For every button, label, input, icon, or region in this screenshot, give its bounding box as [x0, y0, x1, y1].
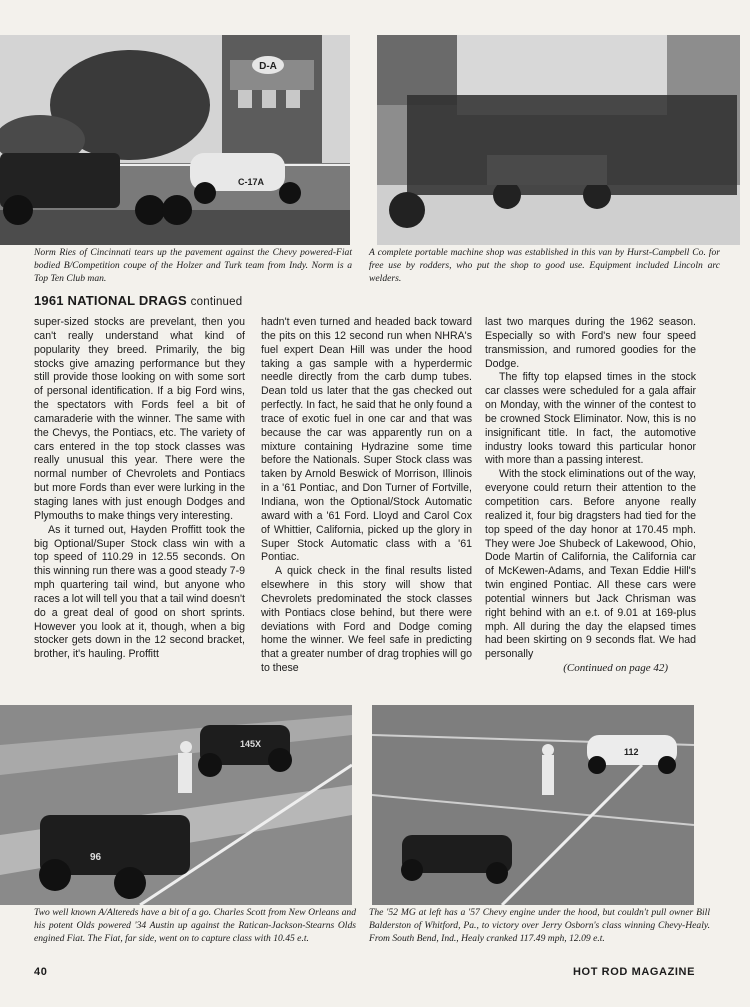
caption-top-left: Norm Ries of Cincinnati tears up the pavement against the Chevy powered-Fiat bodied B/Competition coupe of the Holzer and Turk team from Indy. Norm is a Top Ten Club man. [34, 247, 352, 284]
photo-machine-shop-van [377, 35, 740, 245]
photo-altereds-race [0, 705, 352, 905]
col3-paragraph-1: last two marques during the 1962 season. Especially so with Ford's new four speed transmission, and rumored goodies for the Dodge. [485, 316, 696, 370]
article-continued-label: continued [190, 296, 243, 308]
caption-bottom-right: The '52 MG at left has a '57 Chevy engine under the hood, but couldn't pull owner Bill Balderston of Whitford, Pa., to victory over Jerry Osborn's class winning Chevy-Healy. From South Bend, Ind., Healy cranked 117.49 mph, 12.09 e.t. [369, 907, 710, 944]
car-number-text-4: 112 [624, 747, 639, 757]
photo-tower-cars [0, 35, 350, 245]
photo-altereds-race-image [0, 705, 352, 905]
photo-tower-cars-image [0, 35, 350, 245]
photo-mg-vs-healy [372, 705, 694, 905]
page-number: 40 [34, 966, 48, 978]
col2-paragraph-1: hadn't even turned and headed back toward the pits on this 12 second run when NHRA's fuel expert Dean Hill was under the hood taking a gas sample with a hyperdermic needle directly from the carb dump tubes. Dean told us later that the gas checked out perfectly. In fact, he said that he only found a trace of exotic fuel in one car and that was because the car was apparently run on a mixture containing Hydrazine some time before the Nationals. Super Stock class was taken by Arnold Beswick of Morrison, Illinois in a '61 Pontiac, and Don Turner of Fortville, Indiana, won the Optional/Stock Automatic award with a '61 Ford. Lloyd and Carol Cox of Whittier, California, picked up the glory in Super Stock Automatic class with a '61 Pontiac. [261, 316, 472, 564]
magazine-name: HOT ROD MAGAZINE [573, 966, 696, 978]
article-column-2 [261, 316, 472, 676]
article-title-text: 1961 NATIONAL DRAGS [34, 293, 187, 308]
article-column-3 [485, 316, 696, 676]
caption-bottom-left: Two well known A/Altereds have a bit of a go. Charles Scott from New Orleans and his potent Olds powered '34 Austin up against the Ratican-Jackson-Stearns Olds engined Fiat. The Fiat, far side, went on to capture class with 10.45 e.t. [34, 907, 356, 944]
photo-mg-vs-healy-image [372, 705, 694, 905]
caption-top-right: A complete portable machine shop was established in this van by Hurst-Campbell Co. for free use by rodders, who put the shop to good use. Equipment included Lincoln arc welders. [369, 247, 720, 284]
col3-paragraph-3: With the stock eliminations out of the way, everyone could return their attention to the competition cars. Before anyone really realized it, four big dragsters had tied for the top speed of the day honor at 170.45 mph. They were Joe Shubeck of Lakewood, Ohio, Dode Martin of California, the California car of McKewen-Adams, and Texan Eddie Hill's twin engined Pontiac. All these cars were potential winners but Jack Chrisman was right behind with an e.t. of 9.01 at 169-plus mph. All during the day the elapsed times had been skirting on 9 seconds flat. We had personally [485, 468, 696, 661]
car-number-text-3: 96 [90, 852, 102, 863]
col1-paragraph-1: super-sized stocks are prevelant, then you can't really understand what kind of popularity they breed. Primarily, the big stocks give amazing performance but they still provide those looking on with some sort of personal identification. If a big Ford wins, the spectators with Fords feel a bit of camaraderie with the winner. The same with the Chevys, the Pontiacs, etc. The variety of cars entered in the top stock classes was really unusual this year. There were the normal number of Chevrolets and Pontiacs but more Fords than ever were lurking in the staging lanes with just enough Dodges and Plymouths to make things very interesting. [34, 316, 245, 522]
photo-machine-shop-van-image [377, 35, 740, 245]
car-number-text: C-17A [238, 177, 265, 187]
continued-on-page: (Continued on page 42) [563, 662, 668, 675]
col2-paragraph-2: A quick check in the final results listed elsewhere in this story will show that Chevrolets predominated the stock classes with Pontiacs close behind, but there were deviations with Ford and Dodge coming home the winner. We feel safe in predicting that a greater number of drag trophies will go to these [261, 565, 472, 675]
car-number-text-2: 145X [240, 739, 262, 749]
article-column-1 [34, 316, 245, 662]
article-title [34, 293, 242, 308]
col1-paragraph-2: As it turned out, Hayden Proffitt took the big Optional/Super Stock class win with a top speed of 110.29 in 12.55 seconds. On this winning run there was a good steady 7-9 mph quartering tail wind, but anyone who races a lot will tell you that a tail wind doesn't do a great deal of good on short sprints. However you look at it, though, when a big stocker gets down in the 12 second bracket, brother, it's hauling. Proffitt [34, 523, 245, 661]
col3-paragraph-2: The fifty top elapsed times in the stock car classes were scheduled for a gala affair on Monday, with the winner of the contest to be crowned Stock Eliminator. Now, this is no insignificant title. In fact, the automotive industry looks toward this particular honor with more than a passing interest. [485, 371, 696, 467]
tower-sign-text: D-A [259, 61, 277, 72]
